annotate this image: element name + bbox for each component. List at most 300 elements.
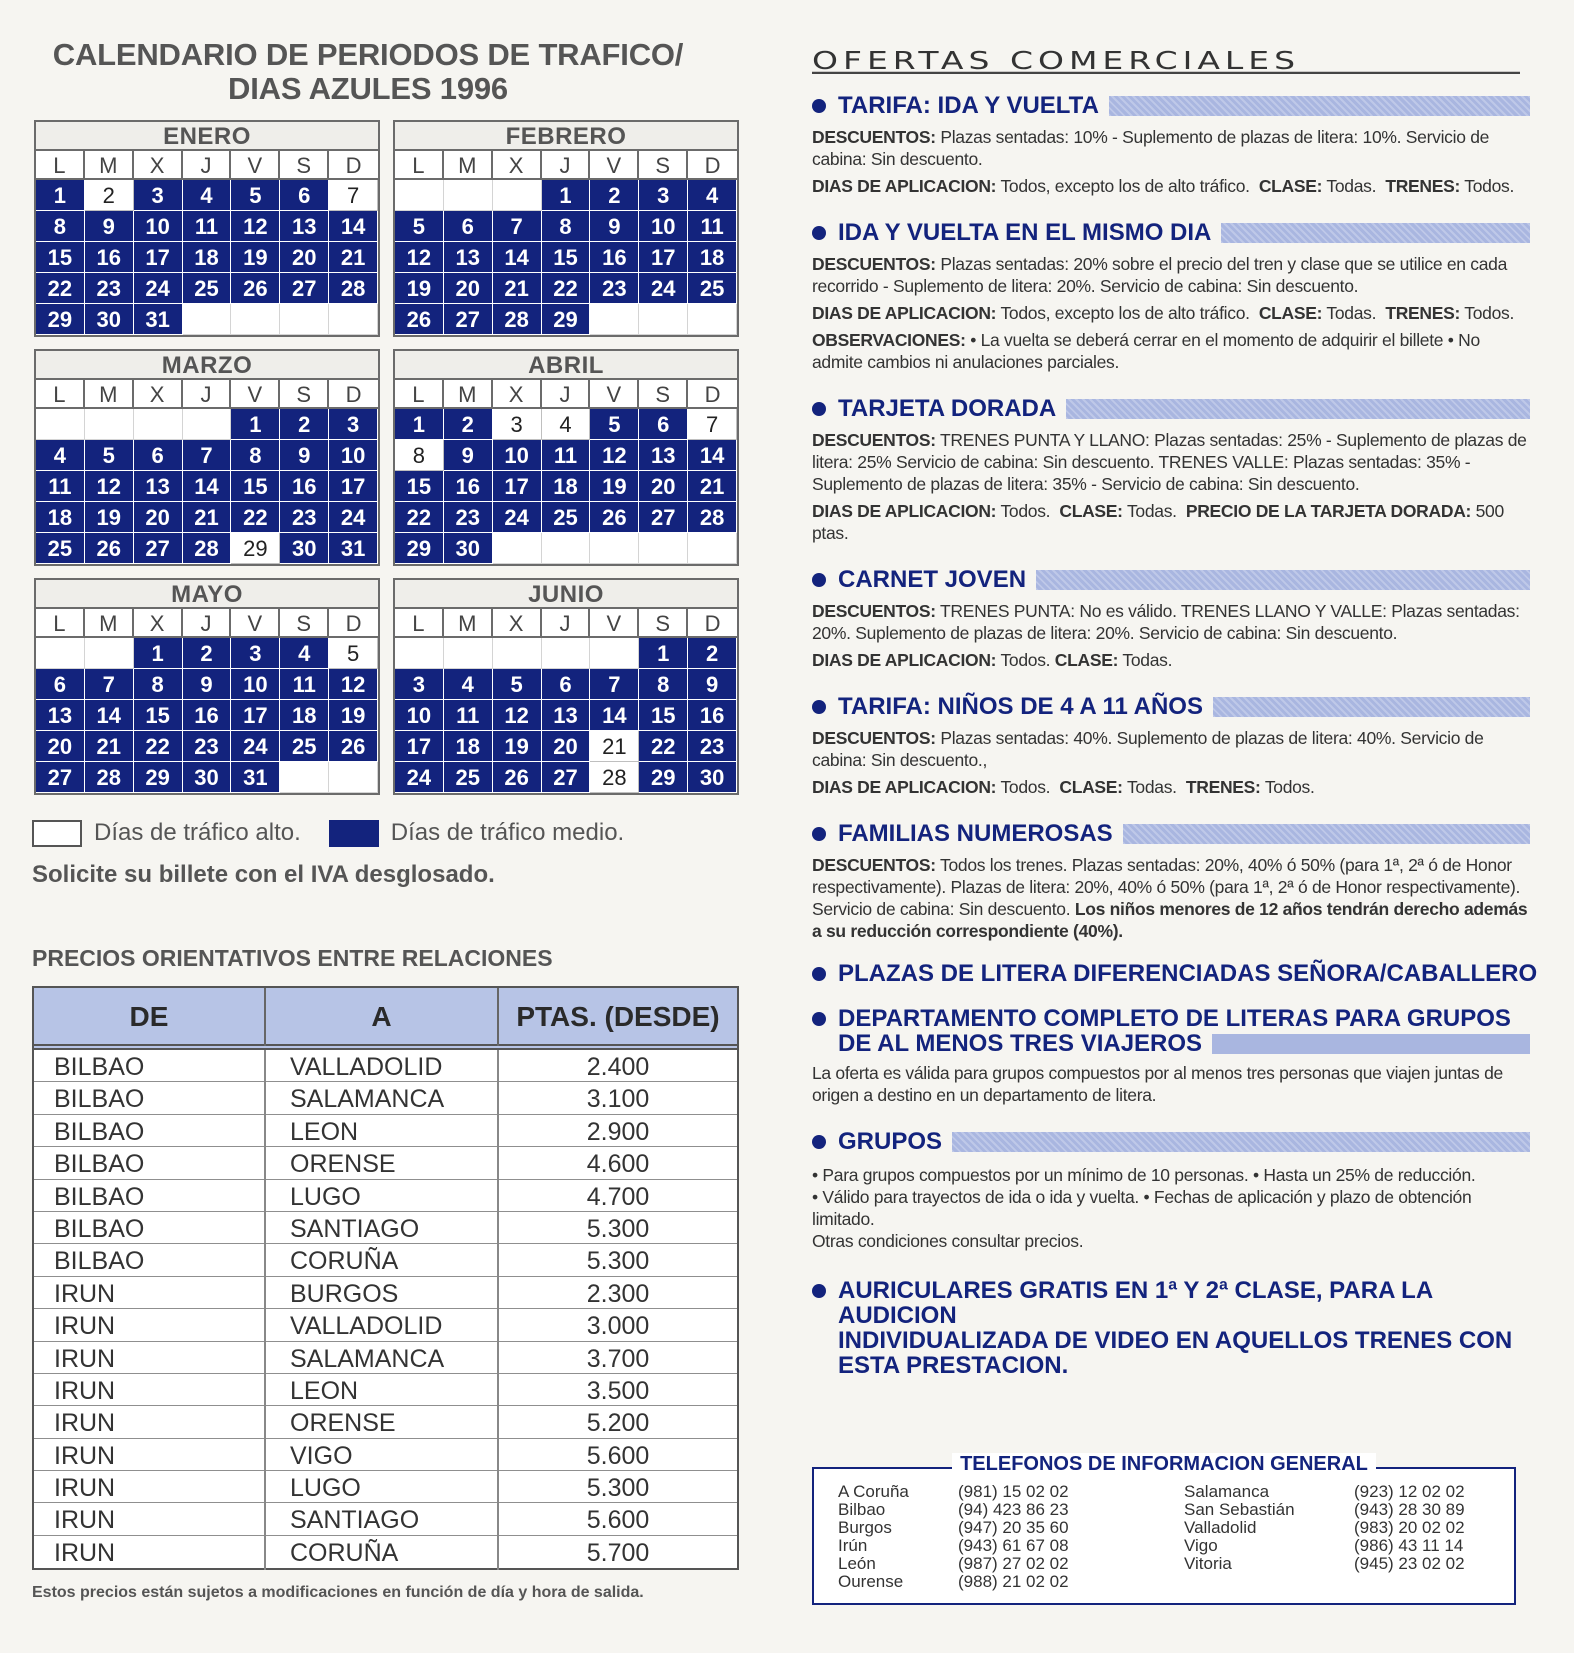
cell-ptas: 2.300 (586, 1279, 650, 1308)
weekday-label: M (444, 151, 493, 180)
day-medium-traffic: 16 (688, 700, 737, 731)
bullet-icon (812, 99, 826, 113)
day-medium-traffic: 22 (231, 502, 280, 533)
cell-a: VIGO (266, 1439, 499, 1473)
day-medium-traffic: 23 (85, 273, 134, 304)
dias-text: Todos. (1000, 650, 1051, 670)
day-medium-traffic: 7 (590, 669, 639, 700)
desc-text: Plazas sentadas: 40%. Suplemento de plazas de litera: 40%. Servicio de cabina: Sin descuento., (812, 728, 1484, 770)
weekday-label: X (134, 151, 183, 180)
day-medium-traffic: 13 (280, 211, 329, 242)
desc-label: DESCUENTOS: (812, 127, 936, 147)
day-medium-traffic: 8 (542, 211, 591, 242)
day-high-traffic: 28 (590, 762, 639, 793)
day-medium-traffic: 11 (542, 440, 591, 471)
day-medium-traffic: 3 (395, 669, 444, 700)
day-medium-traffic: 16 (85, 242, 134, 273)
cell-de: BILBAO (34, 1082, 266, 1116)
day-medium-traffic: 4 (36, 440, 85, 471)
day-medium-traffic: 12 (395, 242, 444, 273)
phone-number: (94) 423 86 23 (958, 1500, 1069, 1519)
dias-text: Todos, excepto los de alto tráfico. (1000, 176, 1250, 196)
day-medium-traffic: 6 (542, 669, 591, 700)
offer-litera (812, 960, 1538, 988)
day-medium-traffic: 3 (231, 638, 280, 669)
day-empty (395, 180, 444, 211)
phone-number: (983) 20 02 02 (1354, 1518, 1465, 1537)
phone-number: (986) 43 11 14 (1354, 1536, 1464, 1555)
day-medium-traffic: 4 (444, 669, 493, 700)
weekday-label: D (345, 611, 362, 636)
offer-title: TARIFA: NIÑOS DE 4 A 11 AÑOS (838, 693, 1203, 720)
cell-de: IRUN (34, 1309, 266, 1343)
day-empty (231, 304, 280, 335)
phone-numbers-col1 (958, 1483, 1184, 1591)
day-high-traffic: 2 (85, 180, 134, 211)
prices-table-header (34, 988, 737, 1050)
day-medium-traffic: 5 (231, 180, 280, 211)
phone-number: (945) 23 02 02 (1354, 1554, 1465, 1573)
title-bar (1213, 697, 1530, 717)
offer-tarifa-ida-vuelta (812, 92, 1530, 197)
day-medium-traffic: 12 (85, 471, 134, 502)
day-medium-traffic: 4 (688, 180, 737, 211)
weekday-label: D (345, 153, 362, 178)
cell-a: LUGO (266, 1180, 499, 1214)
cell-ptas: 5.600 (586, 1441, 650, 1470)
day-medium-traffic: 22 (134, 731, 183, 762)
cell-a: SANTIAGO (266, 1503, 499, 1537)
auriculares-line2: INDIVIDUALIZADA DE VIDEO EN AQUELLOS TRENES CON (838, 1327, 1513, 1354)
day-medium-traffic: 31 (231, 762, 280, 793)
phone-city: Burgos (838, 1518, 892, 1537)
weekday-label: S (639, 380, 688, 409)
day-medium-traffic: 18 (542, 471, 591, 502)
day-medium-traffic: 3 (329, 409, 378, 440)
day-medium-traffic: 6 (639, 409, 688, 440)
day-empty (590, 304, 639, 335)
phone-box (812, 1453, 1516, 1605)
cell-ptas: 4.700 (586, 1182, 650, 1211)
day-medium-traffic: 2 (590, 180, 639, 211)
trenes-label: TRENES: (1385, 176, 1461, 196)
month-mayo (34, 578, 380, 795)
day-empty (639, 304, 688, 335)
weekday-label: M (444, 609, 493, 638)
cell-de: IRUN (34, 1503, 266, 1537)
day-medium-traffic: 20 (444, 273, 493, 304)
month-name: MAYO (36, 580, 378, 609)
day-medium-traffic: 17 (639, 242, 688, 273)
month-name: JUNIO (395, 580, 737, 609)
day-medium-traffic: 31 (329, 533, 378, 564)
phone-list (814, 1469, 1514, 1591)
day-medium-traffic: 21 (493, 273, 542, 304)
month-name: ABRIL (395, 351, 737, 380)
weekday-label: V (231, 151, 280, 180)
weekday-label: D (704, 382, 721, 407)
day-empty (134, 409, 183, 440)
day-high-traffic: 5 (329, 638, 378, 669)
day-medium-traffic: 23 (444, 502, 493, 533)
title-bar (952, 1132, 1530, 1152)
legend-high-label: Días de tráfico alto. (94, 819, 301, 846)
day-medium-traffic: 16 (590, 242, 639, 273)
day-high-traffic: 7 (329, 180, 378, 211)
day-medium-traffic: 13 (542, 700, 591, 731)
day-medium-traffic: 11 (280, 669, 329, 700)
desc-label: DESCUENTOS: (812, 601, 936, 621)
cell-ptas: 3.000 (586, 1312, 650, 1341)
day-medium-traffic: 12 (590, 440, 639, 471)
offer-ninos (812, 693, 1530, 798)
day-medium-traffic: 14 (688, 440, 737, 471)
day-medium-traffic: 18 (688, 242, 737, 273)
day-medium-traffic: 8 (134, 669, 183, 700)
weekday-label: L (36, 380, 85, 409)
day-medium-traffic: 31 (134, 304, 183, 335)
day-medium-traffic: 6 (280, 180, 329, 211)
cell-a: CORUÑA (266, 1536, 499, 1570)
cell-ptas: 3.500 (586, 1376, 650, 1405)
offer-title-line1: DEPARTAMENTO COMPLETO DE LITERAS PARA GRUPOS (838, 1005, 1511, 1032)
cell-de: IRUN (34, 1342, 266, 1376)
cell-a: VALLADOLID (266, 1050, 499, 1084)
day-medium-traffic: 25 (688, 273, 737, 304)
cell-ptas: 5.300 (586, 1214, 650, 1243)
calendar-months (34, 120, 748, 795)
bullet-icon (812, 573, 826, 587)
day-medium-traffic: 2 (183, 638, 232, 669)
cell-ptas: 5.600 (586, 1506, 650, 1535)
table-row (34, 1277, 737, 1309)
day-grid (36, 409, 378, 564)
day-medium-traffic: 21 (183, 502, 232, 533)
grupos-line2: • Válido para trayectos de ida o ida y vuelta. • Fechas de aplicación y plazo de obtención limitado. (812, 1187, 1472, 1229)
familias-note: Los niños menores de 12 años tendrán derecho además a su reducción correspondiente (40%). (812, 899, 1528, 941)
day-medium-traffic: 10 (134, 211, 183, 242)
weekday-label: V (590, 151, 639, 180)
weekday-label: J (183, 151, 232, 180)
prices-footnote: Estos precios están sujetos a modificaciones en función de día y hora de salida. (32, 1584, 644, 1602)
table-row (34, 1050, 737, 1082)
weekday-label: L (395, 151, 444, 180)
weekday-label: M (444, 380, 493, 409)
day-medium-traffic: 12 (493, 700, 542, 731)
prices-title: PRECIOS ORIENTATIVOS ENTRE RELACIONES (32, 945, 553, 971)
weekday-label: L (395, 609, 444, 638)
day-medium-traffic: 8 (639, 669, 688, 700)
day-medium-traffic: 5 (590, 409, 639, 440)
day-medium-traffic: 27 (444, 304, 493, 335)
day-medium-traffic: 9 (85, 211, 134, 242)
day-medium-traffic: 10 (395, 700, 444, 731)
day-medium-traffic: 16 (444, 471, 493, 502)
day-medium-traffic: 27 (280, 273, 329, 304)
day-medium-traffic: 24 (231, 731, 280, 762)
cell-a: LEON (266, 1115, 499, 1149)
phone-number: (943) 28 30 89 (1354, 1500, 1465, 1519)
day-medium-traffic: 28 (329, 273, 378, 304)
phone-city: Valladolid (1184, 1518, 1257, 1537)
day-medium-traffic: 15 (134, 700, 183, 731)
day-medium-traffic: 5 (493, 669, 542, 700)
offer-title: GRUPOS (838, 1128, 943, 1155)
bullet-icon (812, 1135, 826, 1149)
bullet-icon (812, 1012, 826, 1026)
phone-number: (988) 21 02 02 (958, 1572, 1069, 1591)
cell-de: BILBAO (34, 1212, 266, 1246)
dias-label: DIAS DE APLICACION: (812, 777, 997, 797)
cell-a: ORENSE (266, 1406, 499, 1440)
month-name: MARZO (36, 351, 378, 380)
day-medium-traffic: 16 (183, 700, 232, 731)
day-medium-traffic: 15 (231, 471, 280, 502)
desc-text: TRENES PUNTA Y LLANO: Plazas sentadas: 25% - Suplemento de plazas de litera: 25% Servicio de cabina: Sin descuento. TRENES VALLE: Plazas sentadas: 35% - Suplemento de plazas de litera: 35% - Servicio de cabina: Sin descuento. (812, 430, 1527, 494)
weekday-header (36, 151, 378, 180)
cell-ptas: 4.600 (586, 1150, 650, 1179)
day-high-traffic: 29 (231, 533, 280, 564)
auriculares-line3: ESTA PRESTACION. (838, 1352, 1069, 1379)
day-medium-traffic: 26 (85, 533, 134, 564)
day-medium-traffic: 10 (329, 440, 378, 471)
title-bar (1066, 399, 1530, 419)
day-empty (329, 762, 378, 793)
day-medium-traffic: 10 (493, 440, 542, 471)
day-medium-traffic: 27 (134, 533, 183, 564)
cell-de: BILBAO (34, 1115, 266, 1149)
day-high-traffic: 21 (590, 731, 639, 762)
day-medium-traffic: 1 (231, 409, 280, 440)
day-grid (395, 638, 737, 793)
phone-city: Ourense (838, 1572, 904, 1591)
day-medium-traffic: 19 (231, 242, 280, 273)
weekday-label: M (85, 380, 134, 409)
weekday-label: D (345, 382, 362, 407)
day-empty (590, 533, 639, 564)
cell-ptas: 5.200 (586, 1409, 650, 1438)
table-row (34, 1115, 737, 1147)
desc-text: TRENES PUNTA: No es válido. TRENES LLANO Y VALLE: Plazas sentadas: 20%. Suplemento de plazas de litera: 20%. Servicio de cabina: Sin descuento. (812, 601, 1520, 643)
day-medium-traffic: 20 (36, 731, 85, 762)
weekday-label: X (493, 151, 542, 180)
bullet-icon (812, 226, 826, 240)
weekday-label: V (590, 609, 639, 638)
cell-a: SALAMANCA (266, 1082, 499, 1116)
desc-text: Plazas sentadas: 10% - Suplemento de plazas de litera: 10%. Servicio de cabina: Sin descuento. (812, 127, 1490, 169)
day-medium-traffic: 18 (36, 502, 85, 533)
weekday-header (395, 609, 737, 638)
table-row (34, 1374, 737, 1406)
phone-box-title: TELEFONOS DE INFORMACION GENERAL (952, 1453, 1376, 1475)
phone-numbers-col2 (1354, 1483, 1504, 1591)
phone-city: Vigo (1184, 1536, 1218, 1555)
offer-mismo-dia (812, 219, 1530, 373)
offer-title: CARNET JOVEN (838, 566, 1027, 593)
day-medium-traffic: 23 (280, 502, 329, 533)
day-empty (183, 409, 232, 440)
table-row (34, 1147, 737, 1179)
left-column (28, 38, 748, 1602)
day-medium-traffic: 13 (639, 440, 688, 471)
day-medium-traffic: 29 (395, 533, 444, 564)
day-medium-traffic: 2 (688, 638, 737, 669)
weekday-label: L (36, 151, 85, 180)
weekday-label: V (231, 609, 280, 638)
prices-table (32, 986, 739, 1570)
weekday-label: J (183, 380, 232, 409)
offer-title: IDA Y VUELTA EN EL MISMO DIA (838, 219, 1212, 246)
day-medium-traffic: 3 (134, 180, 183, 211)
phone-number: (981) 15 02 02 (958, 1482, 1069, 1501)
day-medium-traffic: 28 (85, 762, 134, 793)
weekday-header (395, 380, 737, 409)
weekday-label: L (36, 609, 85, 638)
day-medium-traffic: 24 (639, 273, 688, 304)
desc-text: Plazas sentadas: 20% sobre el precio del tren y clase que se utilice en cada recorrido - Suplemento de litera: 20%. Servicio de cabina: Sin descuento. (812, 254, 1508, 296)
clase-label: CLASE: (1054, 650, 1119, 670)
cell-ptas: 5.300 (586, 1474, 650, 1503)
cell-a: SANTIAGO (266, 1212, 499, 1246)
day-grid (36, 180, 378, 335)
offer-title: TARIFA: IDA Y VUELTA (838, 92, 1099, 119)
clase-label: CLASE: (1059, 501, 1123, 521)
day-medium-traffic: 7 (493, 211, 542, 242)
day-medium-traffic: 12 (231, 211, 280, 242)
phone-number: (943) 61 67 08 (958, 1536, 1069, 1555)
day-medium-traffic: 21 (688, 471, 737, 502)
offer-title: PLAZAS DE LITERA DIFERENCIADAS SEÑORA/CABALLERO (838, 960, 1538, 987)
day-medium-traffic: 27 (542, 762, 591, 793)
day-medium-traffic: 25 (542, 502, 591, 533)
cell-de: BILBAO (34, 1180, 266, 1214)
day-medium-traffic: 15 (542, 242, 591, 273)
weekday-label: D (704, 153, 721, 178)
day-medium-traffic: 19 (590, 471, 639, 502)
title-bar (1036, 570, 1530, 590)
weekday-label: V (590, 380, 639, 409)
weekday-label: M (85, 609, 134, 638)
trenes-label: TRENES: (1385, 303, 1461, 323)
day-high-traffic: 7 (688, 409, 737, 440)
trenes-text: Todos. (1264, 777, 1315, 797)
weekday-header (36, 609, 378, 638)
weekday-label: X (493, 609, 542, 638)
month-junio (393, 578, 739, 795)
day-medium-traffic: 29 (36, 304, 85, 335)
weekday-label: X (493, 380, 542, 409)
offer-familias (812, 820, 1530, 942)
day-empty (395, 638, 444, 669)
legend-medium-label: Días de tráfico medio. (390, 819, 625, 846)
day-empty (444, 180, 493, 211)
day-medium-traffic: 5 (395, 211, 444, 242)
day-medium-traffic: 19 (395, 273, 444, 304)
table-row (34, 1309, 737, 1341)
day-medium-traffic: 29 (134, 762, 183, 793)
weekday-label: L (395, 380, 444, 409)
legend-high-swatch (32, 820, 82, 847)
cell-de: IRUN (34, 1406, 266, 1440)
day-medium-traffic: 4 (183, 180, 232, 211)
cell-a: BURGOS (266, 1277, 499, 1311)
desc-label: DESCUENTOS: (812, 855, 936, 875)
clase-label: CLASE: (1059, 777, 1123, 797)
weekday-label: X (134, 609, 183, 638)
day-medium-traffic: 23 (590, 273, 639, 304)
day-empty (85, 409, 134, 440)
day-high-traffic: 4 (542, 409, 591, 440)
day-medium-traffic: 22 (36, 273, 85, 304)
day-medium-traffic: 25 (444, 762, 493, 793)
day-medium-traffic: 17 (329, 471, 378, 502)
offer-tarjeta-dorada (812, 395, 1530, 544)
offer-auriculares (812, 1278, 1530, 1378)
day-medium-traffic: 9 (280, 440, 329, 471)
day-medium-traffic: 11 (688, 211, 737, 242)
day-medium-traffic: 20 (542, 731, 591, 762)
phone-city: San Sebastián (1184, 1500, 1295, 1519)
day-medium-traffic: 14 (590, 700, 639, 731)
weekday-label: S (639, 609, 688, 638)
month-marzo (34, 349, 380, 566)
weekday-label: D (704, 611, 721, 636)
day-medium-traffic: 30 (280, 533, 329, 564)
cell-de: IRUN (34, 1471, 266, 1505)
trenes-text: Todos. (1464, 303, 1515, 323)
day-medium-traffic: 22 (542, 273, 591, 304)
day-medium-traffic: 18 (280, 700, 329, 731)
day-medium-traffic: 20 (639, 471, 688, 502)
dias-text: Todos. (1000, 501, 1051, 521)
precio-text: 500 ptas. (812, 501, 1504, 543)
table-row (34, 1342, 737, 1374)
day-empty (493, 180, 542, 211)
cell-a: ORENSE (266, 1147, 499, 1181)
month-enero (34, 120, 380, 337)
col-de: DE (34, 988, 266, 1046)
auriculares-line1: AURICULARES GRATIS EN 1ª Y 2ª CLASE, PARA LA AUDICION (838, 1277, 1433, 1329)
day-medium-traffic: 14 (329, 211, 378, 242)
day-empty (590, 638, 639, 669)
dias-label: DIAS DE APLICACION: (812, 650, 997, 670)
bullet-icon (812, 700, 826, 714)
table-row (34, 1471, 737, 1503)
phone-city: Irún (838, 1536, 868, 1555)
cell-de: BILBAO (34, 1244, 266, 1278)
day-medium-traffic: 20 (280, 242, 329, 273)
title-bar (1221, 223, 1530, 243)
day-medium-traffic: 26 (231, 273, 280, 304)
desc-label: DESCUENTOS: (812, 728, 936, 748)
day-empty (85, 638, 134, 669)
day-medium-traffic: 24 (493, 502, 542, 533)
offer-title: FAMILIAS NUMEROSAS (838, 820, 1113, 847)
day-medium-traffic: 14 (493, 242, 542, 273)
day-medium-traffic: 17 (134, 242, 183, 273)
day-high-traffic: 3 (493, 409, 542, 440)
table-row (34, 1244, 737, 1276)
dias-label: DIAS DE APLICACION: (812, 176, 997, 196)
title-bar (1109, 96, 1530, 116)
cell-ptas: 3.700 (586, 1344, 650, 1373)
offer-grupos (812, 1128, 1530, 1252)
phone-city: A Coruña (838, 1482, 909, 1501)
day-medium-traffic: 3 (639, 180, 688, 211)
clase-label: CLASE: (1258, 303, 1323, 323)
weekday-header (395, 151, 737, 180)
phone-number: (947) 20 35 60 (958, 1518, 1069, 1537)
